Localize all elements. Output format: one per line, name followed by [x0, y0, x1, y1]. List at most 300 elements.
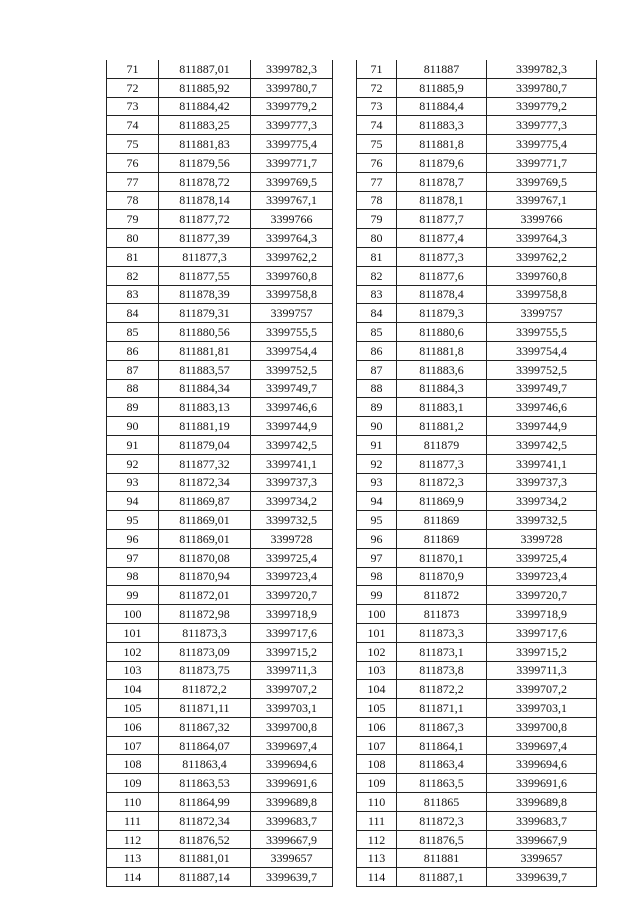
column-gap — [333, 567, 357, 586]
right-y-coordinate-cell: 3399782,3 — [487, 60, 597, 78]
right-y-coordinate-cell: 3399757 — [487, 304, 597, 323]
left-point-number-cell: 113 — [107, 849, 159, 868]
column-gap — [333, 285, 357, 304]
table-row — [107, 680, 597, 699]
table-row — [107, 529, 597, 548]
table-row — [107, 360, 597, 379]
right-x-coordinate-cell: 811885,9 — [397, 78, 487, 97]
right-point-number-cell: 98 — [357, 567, 397, 586]
left-y-coordinate-cell: 3399711,3 — [251, 661, 333, 680]
left-x-coordinate-cell: 811877,55 — [159, 266, 251, 285]
right-point-number-cell: 101 — [357, 623, 397, 642]
table-row — [107, 341, 597, 360]
table-row — [107, 379, 597, 398]
table-row — [107, 435, 597, 454]
column-gap — [333, 417, 357, 436]
table-row — [107, 661, 597, 680]
coordinates-table — [106, 60, 597, 887]
left-x-coordinate-cell: 811881,19 — [159, 417, 251, 436]
left-x-coordinate-cell: 811870,08 — [159, 548, 251, 567]
right-y-coordinate-cell: 3399780,7 — [487, 78, 597, 97]
column-gap — [333, 868, 357, 887]
column-gap — [333, 398, 357, 417]
column-gap — [333, 210, 357, 229]
right-x-coordinate-cell: 811877,3 — [397, 454, 487, 473]
left-point-number-cell: 107 — [107, 736, 159, 755]
left-y-coordinate-cell: 3399725,4 — [251, 548, 333, 567]
right-y-coordinate-cell: 3399694,6 — [487, 755, 597, 774]
right-x-coordinate-cell: 811870,9 — [397, 567, 487, 586]
left-x-coordinate-cell: 811873,09 — [159, 642, 251, 661]
right-x-coordinate-cell: 811869 — [397, 529, 487, 548]
left-point-number-cell: 97 — [107, 548, 159, 567]
right-point-number-cell: 95 — [357, 511, 397, 530]
right-x-coordinate-cell: 811881,8 — [397, 135, 487, 154]
left-x-coordinate-cell: 811876,52 — [159, 830, 251, 849]
table-row — [107, 811, 597, 830]
left-x-coordinate-cell: 811870,94 — [159, 567, 251, 586]
left-point-number-cell: 108 — [107, 755, 159, 774]
right-point-number-cell: 75 — [357, 135, 397, 154]
right-x-coordinate-cell: 811883,1 — [397, 398, 487, 417]
right-point-number-cell: 89 — [357, 398, 397, 417]
left-x-coordinate-cell: 811881,01 — [159, 849, 251, 868]
right-y-coordinate-cell: 3399700,8 — [487, 717, 597, 736]
column-gap — [333, 623, 357, 642]
left-point-number-cell: 89 — [107, 398, 159, 417]
right-point-number-cell: 96 — [357, 529, 397, 548]
left-point-number-cell: 112 — [107, 830, 159, 849]
left-x-coordinate-cell: 811881,81 — [159, 341, 251, 360]
right-point-number-cell: 112 — [357, 830, 397, 849]
left-point-number-cell: 109 — [107, 774, 159, 793]
left-y-coordinate-cell: 3399741,1 — [251, 454, 333, 473]
left-y-coordinate-cell: 3399758,8 — [251, 285, 333, 304]
right-point-number-cell: 81 — [357, 247, 397, 266]
right-x-coordinate-cell: 811864,1 — [397, 736, 487, 755]
left-y-coordinate-cell: 3399700,8 — [251, 717, 333, 736]
right-point-number-cell: 79 — [357, 210, 397, 229]
left-point-number-cell: 84 — [107, 304, 159, 323]
column-gap — [333, 717, 357, 736]
right-point-number-cell: 109 — [357, 774, 397, 793]
column-gap — [333, 97, 357, 116]
right-y-coordinate-cell: 3399742,5 — [487, 435, 597, 454]
left-point-number-cell: 96 — [107, 529, 159, 548]
left-point-number-cell: 111 — [107, 811, 159, 830]
left-x-coordinate-cell: 811863,53 — [159, 774, 251, 793]
right-point-number-cell: 114 — [357, 868, 397, 887]
right-y-coordinate-cell: 3399769,5 — [487, 172, 597, 191]
left-point-number-cell: 98 — [107, 567, 159, 586]
left-y-coordinate-cell: 3399728 — [251, 529, 333, 548]
left-point-number-cell: 104 — [107, 680, 159, 699]
left-y-coordinate-cell: 3399707,2 — [251, 680, 333, 699]
column-gap — [333, 116, 357, 135]
table-row — [107, 78, 597, 97]
table-row — [107, 868, 597, 887]
right-x-coordinate-cell: 811873,8 — [397, 661, 487, 680]
right-x-coordinate-cell: 811867,3 — [397, 717, 487, 736]
right-y-coordinate-cell: 3399728 — [487, 529, 597, 548]
right-point-number-cell: 82 — [357, 266, 397, 285]
left-y-coordinate-cell: 3399760,8 — [251, 266, 333, 285]
left-y-coordinate-cell: 3399780,7 — [251, 78, 333, 97]
left-x-coordinate-cell: 811877,32 — [159, 454, 251, 473]
left-point-number-cell: 92 — [107, 454, 159, 473]
left-x-coordinate-cell: 811872,34 — [159, 473, 251, 492]
left-x-coordinate-cell: 811881,83 — [159, 135, 251, 154]
right-x-coordinate-cell: 811878,7 — [397, 172, 487, 191]
right-point-number-cell: 72 — [357, 78, 397, 97]
left-y-coordinate-cell: 3399667,9 — [251, 830, 333, 849]
right-y-coordinate-cell: 3399723,4 — [487, 567, 597, 586]
column-gap — [333, 153, 357, 172]
right-point-number-cell: 85 — [357, 323, 397, 342]
left-y-coordinate-cell: 3399754,4 — [251, 341, 333, 360]
right-y-coordinate-cell: 3399703,1 — [487, 699, 597, 718]
left-point-number-cell: 106 — [107, 717, 159, 736]
right-x-coordinate-cell: 811883,3 — [397, 116, 487, 135]
right-x-coordinate-cell: 811863,4 — [397, 755, 487, 774]
table-row — [107, 473, 597, 492]
table-row — [107, 548, 597, 567]
right-x-coordinate-cell: 811872,3 — [397, 473, 487, 492]
right-x-coordinate-cell: 811872,2 — [397, 680, 487, 699]
left-point-number-cell: 77 — [107, 172, 159, 191]
table-row — [107, 229, 597, 248]
left-y-coordinate-cell: 3399718,9 — [251, 605, 333, 624]
left-y-coordinate-cell: 3399749,7 — [251, 379, 333, 398]
left-y-coordinate-cell: 3399737,3 — [251, 473, 333, 492]
right-y-coordinate-cell: 3399752,5 — [487, 360, 597, 379]
right-x-coordinate-cell: 811879,6 — [397, 153, 487, 172]
right-y-coordinate-cell: 3399746,6 — [487, 398, 597, 417]
left-y-coordinate-cell: 3399775,4 — [251, 135, 333, 154]
right-point-number-cell: 102 — [357, 642, 397, 661]
right-y-coordinate-cell: 3399737,3 — [487, 473, 597, 492]
table-row — [107, 755, 597, 774]
table-row — [107, 323, 597, 342]
right-point-number-cell: 104 — [357, 680, 397, 699]
right-point-number-cell: 113 — [357, 849, 397, 868]
right-y-coordinate-cell: 3399777,3 — [487, 116, 597, 135]
column-gap — [333, 811, 357, 830]
right-x-coordinate-cell: 811887 — [397, 60, 487, 78]
right-y-coordinate-cell: 3399689,8 — [487, 793, 597, 812]
left-x-coordinate-cell: 811884,34 — [159, 379, 251, 398]
right-y-coordinate-cell: 3399755,5 — [487, 323, 597, 342]
right-point-number-cell: 103 — [357, 661, 397, 680]
left-x-coordinate-cell: 811877,39 — [159, 229, 251, 248]
right-point-number-cell: 76 — [357, 153, 397, 172]
table-row — [107, 191, 597, 210]
left-point-number-cell: 100 — [107, 605, 159, 624]
left-y-coordinate-cell: 3399771,7 — [251, 153, 333, 172]
left-point-number-cell: 94 — [107, 492, 159, 511]
right-y-coordinate-cell: 3399766 — [487, 210, 597, 229]
left-y-coordinate-cell: 3399657 — [251, 849, 333, 868]
table-row — [107, 586, 597, 605]
right-x-coordinate-cell: 811872 — [397, 586, 487, 605]
left-point-number-cell: 91 — [107, 435, 159, 454]
right-point-number-cell: 105 — [357, 699, 397, 718]
left-y-coordinate-cell: 3399697,4 — [251, 736, 333, 755]
right-point-number-cell: 88 — [357, 379, 397, 398]
right-point-number-cell: 99 — [357, 586, 397, 605]
column-gap — [333, 529, 357, 548]
left-point-number-cell: 99 — [107, 586, 159, 605]
left-point-number-cell: 95 — [107, 511, 159, 530]
right-y-coordinate-cell: 3399758,8 — [487, 285, 597, 304]
table-row — [107, 210, 597, 229]
left-x-coordinate-cell: 811887,14 — [159, 868, 251, 887]
right-y-coordinate-cell: 3399744,9 — [487, 417, 597, 436]
left-y-coordinate-cell: 3399703,1 — [251, 699, 333, 718]
right-x-coordinate-cell: 811870,1 — [397, 548, 487, 567]
table-row — [107, 774, 597, 793]
column-gap — [333, 229, 357, 248]
table-row — [107, 736, 597, 755]
left-point-number-cell: 87 — [107, 360, 159, 379]
left-x-coordinate-cell: 811877,3 — [159, 247, 251, 266]
column-gap — [333, 511, 357, 530]
column-gap — [333, 304, 357, 323]
left-x-coordinate-cell: 811872,34 — [159, 811, 251, 830]
left-y-coordinate-cell: 3399734,2 — [251, 492, 333, 511]
right-x-coordinate-cell: 811884,4 — [397, 97, 487, 116]
table-row — [107, 830, 597, 849]
left-x-coordinate-cell: 811869,01 — [159, 511, 251, 530]
left-y-coordinate-cell: 3399715,2 — [251, 642, 333, 661]
table-row — [107, 492, 597, 511]
right-point-number-cell: 106 — [357, 717, 397, 736]
right-x-coordinate-cell: 811879,3 — [397, 304, 487, 323]
table-row — [107, 417, 597, 436]
left-x-coordinate-cell: 811872,98 — [159, 605, 251, 624]
column-gap — [333, 774, 357, 793]
left-point-number-cell: 74 — [107, 116, 159, 135]
right-x-coordinate-cell: 811877,6 — [397, 266, 487, 285]
left-point-number-cell: 72 — [107, 78, 159, 97]
left-point-number-cell: 93 — [107, 473, 159, 492]
right-y-coordinate-cell: 3399725,4 — [487, 548, 597, 567]
table-row — [107, 793, 597, 812]
right-y-coordinate-cell: 3399715,2 — [487, 642, 597, 661]
right-y-coordinate-cell: 3399754,4 — [487, 341, 597, 360]
right-y-coordinate-cell: 3399697,4 — [487, 736, 597, 755]
column-gap — [333, 172, 357, 191]
left-x-coordinate-cell: 811873,3 — [159, 623, 251, 642]
right-y-coordinate-cell: 3399639,7 — [487, 868, 597, 887]
table-row — [107, 511, 597, 530]
left-x-coordinate-cell: 811885,92 — [159, 78, 251, 97]
left-y-coordinate-cell: 3399769,5 — [251, 172, 333, 191]
left-x-coordinate-cell: 811887,01 — [159, 60, 251, 78]
table-row — [107, 304, 597, 323]
right-x-coordinate-cell: 811884,3 — [397, 379, 487, 398]
column-gap — [333, 605, 357, 624]
right-x-coordinate-cell: 811876,5 — [397, 830, 487, 849]
left-point-number-cell: 75 — [107, 135, 159, 154]
right-y-coordinate-cell: 3399691,6 — [487, 774, 597, 793]
right-y-coordinate-cell: 3399767,1 — [487, 191, 597, 210]
right-y-coordinate-cell: 3399657 — [487, 849, 597, 868]
left-point-number-cell: 80 — [107, 229, 159, 248]
coordinates-table-body — [107, 60, 597, 887]
right-x-coordinate-cell: 811881 — [397, 849, 487, 868]
left-y-coordinate-cell: 3399732,5 — [251, 511, 333, 530]
column-gap — [333, 360, 357, 379]
column-gap — [333, 135, 357, 154]
right-point-number-cell: 77 — [357, 172, 397, 191]
left-point-number-cell: 81 — [107, 247, 159, 266]
left-point-number-cell: 83 — [107, 285, 159, 304]
column-gap — [333, 699, 357, 718]
left-x-coordinate-cell: 811879,04 — [159, 435, 251, 454]
left-point-number-cell: 90 — [107, 417, 159, 436]
right-x-coordinate-cell: 811877,7 — [397, 210, 487, 229]
right-x-coordinate-cell: 811877,4 — [397, 229, 487, 248]
column-gap — [333, 586, 357, 605]
right-x-coordinate-cell: 811879 — [397, 435, 487, 454]
right-point-number-cell: 86 — [357, 341, 397, 360]
left-y-coordinate-cell: 3399782,3 — [251, 60, 333, 78]
left-y-coordinate-cell: 3399767,1 — [251, 191, 333, 210]
right-y-coordinate-cell: 3399707,2 — [487, 680, 597, 699]
left-point-number-cell: 79 — [107, 210, 159, 229]
right-x-coordinate-cell: 811883,6 — [397, 360, 487, 379]
left-x-coordinate-cell: 811877,72 — [159, 210, 251, 229]
right-y-coordinate-cell: 3399683,7 — [487, 811, 597, 830]
right-y-coordinate-cell: 3399764,3 — [487, 229, 597, 248]
left-y-coordinate-cell: 3399720,7 — [251, 586, 333, 605]
left-y-coordinate-cell: 3399691,6 — [251, 774, 333, 793]
table-row — [107, 623, 597, 642]
table-row — [107, 116, 597, 135]
left-x-coordinate-cell: 811883,25 — [159, 116, 251, 135]
left-x-coordinate-cell: 811878,39 — [159, 285, 251, 304]
left-point-number-cell: 103 — [107, 661, 159, 680]
left-x-coordinate-cell: 811869,87 — [159, 492, 251, 511]
table-row — [107, 153, 597, 172]
right-point-number-cell: 74 — [357, 116, 397, 135]
left-y-coordinate-cell: 3399746,6 — [251, 398, 333, 417]
column-gap — [333, 473, 357, 492]
right-x-coordinate-cell: 811881,2 — [397, 417, 487, 436]
left-x-coordinate-cell: 811880,56 — [159, 323, 251, 342]
column-gap — [333, 323, 357, 342]
right-y-coordinate-cell: 3399667,9 — [487, 830, 597, 849]
left-x-coordinate-cell: 811871,11 — [159, 699, 251, 718]
right-y-coordinate-cell: 3399760,8 — [487, 266, 597, 285]
left-x-coordinate-cell: 811883,13 — [159, 398, 251, 417]
column-gap — [333, 680, 357, 699]
table-row — [107, 398, 597, 417]
table-row — [107, 135, 597, 154]
left-point-number-cell: 105 — [107, 699, 159, 718]
left-point-number-cell: 114 — [107, 868, 159, 887]
column-gap — [333, 642, 357, 661]
right-x-coordinate-cell: 811873,1 — [397, 642, 487, 661]
left-y-coordinate-cell: 3399639,7 — [251, 868, 333, 887]
left-x-coordinate-cell: 811863,4 — [159, 755, 251, 774]
column-gap — [333, 435, 357, 454]
right-y-coordinate-cell: 3399779,2 — [487, 97, 597, 116]
column-gap — [333, 78, 357, 97]
left-point-number-cell: 110 — [107, 793, 159, 812]
left-y-coordinate-cell: 3399777,3 — [251, 116, 333, 135]
left-x-coordinate-cell: 811878,14 — [159, 191, 251, 210]
right-y-coordinate-cell: 3399734,2 — [487, 492, 597, 511]
left-point-number-cell: 102 — [107, 642, 159, 661]
left-x-coordinate-cell: 811873,75 — [159, 661, 251, 680]
left-y-coordinate-cell: 3399689,8 — [251, 793, 333, 812]
left-y-coordinate-cell: 3399766 — [251, 210, 333, 229]
table-row — [107, 567, 597, 586]
right-point-number-cell: 92 — [357, 454, 397, 473]
right-y-coordinate-cell: 3399775,4 — [487, 135, 597, 154]
table-row — [107, 699, 597, 718]
column-gap — [333, 755, 357, 774]
right-x-coordinate-cell: 811881,8 — [397, 341, 487, 360]
left-x-coordinate-cell: 811879,31 — [159, 304, 251, 323]
column-gap — [333, 849, 357, 868]
right-y-coordinate-cell: 3399771,7 — [487, 153, 597, 172]
right-x-coordinate-cell: 811873 — [397, 605, 487, 624]
left-x-coordinate-cell: 811883,57 — [159, 360, 251, 379]
left-y-coordinate-cell: 3399757 — [251, 304, 333, 323]
left-x-coordinate-cell: 811864,99 — [159, 793, 251, 812]
right-x-coordinate-cell: 811878,1 — [397, 191, 487, 210]
column-gap — [333, 60, 357, 78]
right-point-number-cell: 87 — [357, 360, 397, 379]
right-y-coordinate-cell: 3399718,9 — [487, 605, 597, 624]
right-x-coordinate-cell: 811878,4 — [397, 285, 487, 304]
left-point-number-cell: 101 — [107, 623, 159, 642]
left-x-coordinate-cell: 811872,2 — [159, 680, 251, 699]
left-x-coordinate-cell: 811864,07 — [159, 736, 251, 755]
left-y-coordinate-cell: 3399779,2 — [251, 97, 333, 116]
table-row — [107, 60, 597, 78]
left-point-number-cell: 82 — [107, 266, 159, 285]
right-point-number-cell: 91 — [357, 435, 397, 454]
right-y-coordinate-cell: 3399720,7 — [487, 586, 597, 605]
left-x-coordinate-cell: 811869,01 — [159, 529, 251, 548]
right-x-coordinate-cell: 811887,1 — [397, 868, 487, 887]
left-y-coordinate-cell: 3399755,5 — [251, 323, 333, 342]
column-gap — [333, 379, 357, 398]
right-point-number-cell: 78 — [357, 191, 397, 210]
right-point-number-cell: 90 — [357, 417, 397, 436]
right-y-coordinate-cell: 3399732,5 — [487, 511, 597, 530]
left-x-coordinate-cell: 811884,42 — [159, 97, 251, 116]
right-point-number-cell: 107 — [357, 736, 397, 755]
right-x-coordinate-cell: 811880,6 — [397, 323, 487, 342]
left-x-coordinate-cell: 811879,56 — [159, 153, 251, 172]
table-row — [107, 454, 597, 473]
left-y-coordinate-cell: 3399764,3 — [251, 229, 333, 248]
right-x-coordinate-cell: 811865 — [397, 793, 487, 812]
left-y-coordinate-cell: 3399762,2 — [251, 247, 333, 266]
right-x-coordinate-cell: 811869,9 — [397, 492, 487, 511]
column-gap — [333, 548, 357, 567]
right-x-coordinate-cell: 811863,5 — [397, 774, 487, 793]
right-y-coordinate-cell: 3399741,1 — [487, 454, 597, 473]
left-y-coordinate-cell: 3399752,5 — [251, 360, 333, 379]
table-row — [107, 717, 597, 736]
table-row — [107, 605, 597, 624]
